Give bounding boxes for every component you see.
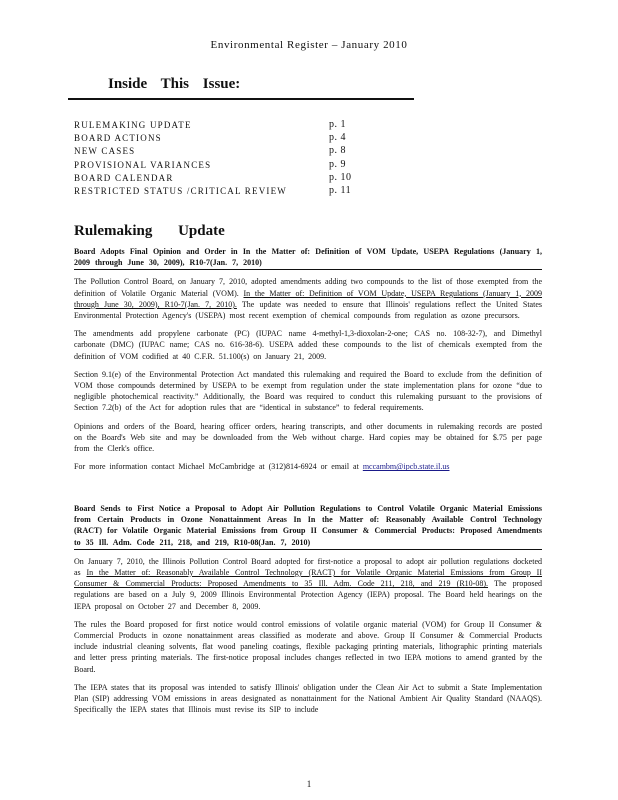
toc-item[interactable] — [74, 146, 354, 159]
toc-item-page: p. 11 — [329, 184, 352, 196]
case-citation: In the Matter of: Reasonably Available Control Technology (RACT) for Volatile Organic Material Emissions from Group II Consumer & Commercial Products: Proposed Amendments to 35 Ill. Adm. Code 211, 218, and 219 (R10-08). — [74, 568, 543, 589]
toc-item[interactable] — [74, 120, 354, 133]
article-headline: Board Sends to First Notice a Proposal to Adopt Air Pollution Regulations to Control Volatile Organic Material Emissions from Certain Products in Ozone Nonattainment Areas In In the Matter of: Reasonably Available Control Technology (RACT) for Volatile Organic Material Emissions from Group II Consumer & Commercial Products: Proposed Amendments to 35 Ill. Adm. Code 211, 218, and 219, R10-08(Jan. 7, 2010) — [74, 503, 542, 550]
article-ract-proposal — [74, 503, 542, 715]
article-paragraph: Section 9.1(e) of the Environmental Protection Act mandated this rulemaking and required the Board to exclude from the definition of VOM those compounds determined by USEPA to be exempt from regulation under the state implementation plans for ozone “due to negligible photochemical reactivity.” Additionally, the Board was required to conduct this rulemaking pursuant to the provisions of Section 7.2(b) of the Act for adoption rules that are “identical in substance” to federal requirements. — [74, 369, 542, 413]
article-paragraph: The IEPA states that its proposal was intended to satisfy Illinois' obligation under the Clean Air Act to submit a State Implementation Plan (SIP) addressing VOM emissions in areas designated as nonattainment for the National Ambient Air Quality Standard (NAAQS). Specifically the IEPA states that Illinois must revise its SIP to include — [74, 682, 542, 715]
table-of-contents — [74, 120, 354, 199]
toc-item-label: BOARD CALENDAR — [74, 172, 174, 183]
article-paragraph: The amendments add propylene carbonate (PC) (IUPAC name 4-methyl-1,3-dioxolan-2-one; CAS no. 108-32-7), and Dimethyl carbonate (DMC) (IUPAC name; CAS no. 616-38-6). USEPA added these compounds to the list of chemicals exempted from the definition of VOM codified at 40 C.F.R. 51.100(s) on January 21, 2009. — [74, 329, 542, 361]
toc-item-label: RESTRICTED STATUS /CRITICAL REVIEW — [74, 185, 287, 196]
article-headline: Board Adopts Final Opinion and Order in In the Matter of: Definition of VOM Update, USEPA Regulations (January 1, 2009 through June 30, 2009), R10-7(Jan. 7, 2010) — [74, 246, 542, 270]
toc-item-page: p. 8 — [329, 145, 346, 157]
paragraph-text: The update was needed to ensure that Illinois' regulations reflect the United States Environmental Protection Agency's (USEPA) most recent exemption of chemical compounds from regulation as ozone precursors. — [74, 299, 542, 321]
article-paragraph: The rules the Board proposed for first notice would control emissions of volatile organic material (VOM) for Group II Consumer & Commercial Products in ozone nonattainment areas classified as moderate and above. Group II Consumer & Commercial Products include industrial cleaning solvents, flat wood paneling coatings, flexible packaging printing materials, lithographic printing materials and letter press printing materials. The first-notice proposal includes changes reflected in two IEPA motions to amend granted by the Board. — [74, 619, 542, 674]
toc-item-label: PROVISIONAL VARIANCES — [74, 159, 212, 170]
article-paragraph — [74, 556, 542, 612]
toc-item[interactable] — [74, 173, 354, 186]
toc-item[interactable] — [74, 133, 354, 146]
case-citation: In the Matter of: Definition of VOM Update, USEPA Regulations (January 1, 2009 through June 30, 2009), R10-7(Jan. 7, 2010). — [74, 288, 543, 309]
toc-item[interactable] — [74, 186, 354, 199]
toc-item-page: p. 9 — [329, 158, 346, 170]
paragraph-text: For more information contact Michael McCambridge at (312)814-6924 or email at — [74, 462, 359, 472]
article-paragraph — [74, 461, 542, 472]
article-paragraph — [74, 276, 542, 321]
contact-email-link[interactable]: mccambm@ipcb.state.il.us — [362, 462, 450, 472]
page-number: 1 — [306, 779, 312, 789]
inside-this-issue-title: Inside This Issue: — [108, 76, 241, 92]
toc-item-page: p. 10 — [329, 171, 352, 183]
toc-item-label: BOARD ACTIONS — [74, 133, 162, 144]
section-title: Rulemaking Update — [74, 223, 225, 239]
paragraph-text: The Pollution Control Board, on January 7, 2010, adopted amendments adding two compounds to the list of those exempted from the definition of Volatile Organic Material (VOM). — [74, 277, 542, 298]
paragraph-text: The proposed regulations are based on a July 9, 2009 Illinois Environmental Protection Agency (IEPA) proposal. The Board held hearings on the IEPA proposal on October 27 and December 8, 2009. — [74, 579, 543, 611]
article-vom-update — [74, 246, 542, 472]
toc-item-label: RULEMAKING UPDATE — [74, 120, 192, 130]
toc-item[interactable] — [74, 160, 354, 173]
title-underline — [68, 98, 414, 100]
running-header: Environmental Register – January 2010 — [210, 39, 408, 51]
toc-item-page: p. 4 — [329, 132, 346, 144]
toc-item-label: NEW CASES — [74, 146, 136, 157]
article-paragraph: Opinions and orders of the Board, hearing officer orders, hearing transcripts, and other documents in rulemaking records are posted on the Board's Web site and may be downloaded from the Web without charge. Hard copies may be obtained for $.75 per page from the Clerk's office. — [74, 421, 542, 454]
toc-item-page: p. 1 — [329, 119, 346, 130]
paragraph-text: On January 7, 2010, the Illinois Pollution Control Board adopted for first-notice a proposal to adopt air pollution regulations docketed as — [74, 556, 542, 578]
